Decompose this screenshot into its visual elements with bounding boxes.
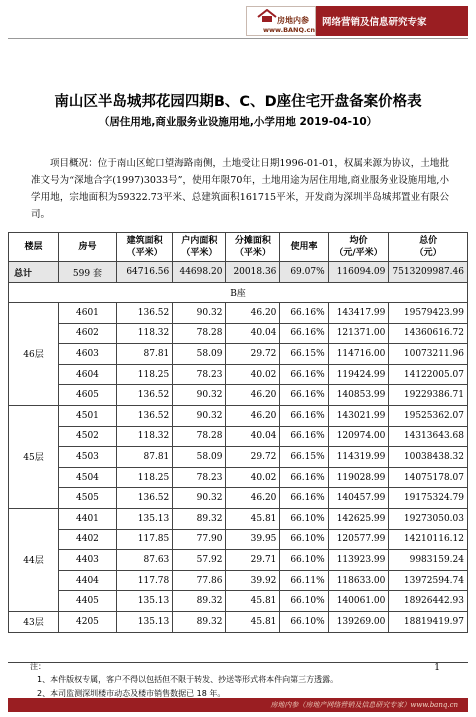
cell-build: 118.32 (116, 426, 172, 447)
cell-rate: 66.16% (280, 323, 328, 344)
cell-shared: 45.81 (226, 508, 280, 529)
cell-build: 136.52 (116, 303, 172, 324)
cell-shared: 46.20 (226, 488, 280, 509)
room-number: 4403 (59, 550, 117, 571)
cell-inner: 78.23 (173, 467, 226, 488)
cell-inner: 77.90 (173, 529, 226, 550)
table-row (9, 364, 468, 385)
room-number: 4602 (59, 323, 117, 344)
cell-rate: 66.16% (280, 467, 328, 488)
total-shared-area: 20018.36 (226, 262, 280, 283)
cell-rate: 66.10% (280, 550, 328, 571)
floor-cell: 45层 (9, 405, 59, 508)
total-build-area: 64716.56 (116, 262, 172, 283)
cell-price: 14360616.72 (389, 323, 468, 344)
column-header: 均价 （元/平米） (328, 233, 389, 262)
cell-build: 118.25 (116, 364, 172, 385)
cell-inner: 78.23 (173, 364, 226, 385)
cell-rate: 66.10% (280, 529, 328, 550)
room-number: 4502 (59, 426, 117, 447)
cell-rate: 66.11% (280, 570, 328, 591)
cell-inner: 77.86 (173, 570, 226, 591)
table-row (9, 426, 468, 447)
cell-inner: 90.32 (173, 488, 226, 509)
section-label: B座 (9, 283, 468, 303)
total-row (9, 262, 468, 283)
header-rule (8, 38, 468, 39)
cell-inner: 89.32 (173, 508, 226, 529)
table-row (9, 344, 468, 365)
cell-price: 18926442.93 (389, 591, 468, 612)
cell-avg: 143417.99 (328, 303, 389, 324)
total-rooms: 599 套 (59, 262, 117, 283)
cell-inner: 90.32 (173, 405, 226, 426)
cell-rate: 66.16% (280, 426, 328, 447)
cell-inner: 90.32 (173, 303, 226, 324)
cell-build: 117.85 (116, 529, 172, 550)
cell-rate: 66.10% (280, 591, 328, 612)
cell-avg: 140457.99 (328, 488, 389, 509)
table-row (9, 611, 468, 632)
total-label: 总计 (9, 262, 59, 283)
cell-shared: 40.02 (226, 467, 280, 488)
cell-inner: 89.32 (173, 591, 226, 612)
notes (8, 662, 468, 698)
cell-avg: 143021.99 (328, 405, 389, 426)
cell-shared: 29.71 (226, 550, 280, 571)
table-row (9, 550, 468, 571)
cell-build: 135.13 (116, 611, 172, 632)
cell-shared: 45.81 (226, 591, 280, 612)
cell-build: 136.52 (116, 385, 172, 406)
cell-build: 87.81 (116, 344, 172, 365)
logo-url: www.BANQ.cn (263, 26, 315, 34)
room-number: 4605 (59, 385, 117, 406)
cell-shared: 46.20 (226, 385, 280, 406)
cell-rate: 66.16% (280, 385, 328, 406)
table-row (9, 385, 468, 406)
cell-inner: 58.09 (173, 447, 226, 468)
column-header: 楼层 (9, 233, 59, 262)
cell-build: 135.13 (116, 508, 172, 529)
column-header: 户内面积 （平米） (173, 233, 226, 262)
cell-shared: 40.02 (226, 364, 280, 385)
room-number: 4405 (59, 591, 117, 612)
page-subtitle: （居住用地,商业服务业设施用地,小学用地 2019-04-10） (98, 116, 378, 128)
room-number: 4205 (59, 611, 117, 632)
cell-shared: 39.95 (226, 529, 280, 550)
total-avg-price: 116094.09 (328, 262, 389, 283)
cell-shared: 29.72 (226, 447, 280, 468)
table-header (9, 233, 468, 262)
room-number: 4402 (59, 529, 117, 550)
price-table (8, 232, 468, 633)
room-number: 4505 (59, 488, 117, 509)
cell-price: 19525362.07 (389, 405, 468, 426)
table-row (9, 405, 468, 426)
cell-price: 10038438.32 (389, 447, 468, 468)
brand-slogan: 网络营销及信息研究专家 (316, 6, 468, 36)
cell-avg: 119424.99 (328, 364, 389, 385)
notes-label: 注： (30, 662, 46, 671)
cell-avg: 113923.99 (328, 550, 389, 571)
cell-avg: 120974.00 (328, 426, 389, 447)
project-overview: 项目概况：位于南山区蛇口望海路南侧，土地受让日期1996-01-01，权属来源为协议，土地批准文号为“深地合字(1997)3033号”，使用年限70年，土地用途为居住用地,商业服务业设施用地,小学用地，宗地面积为59322.73平米、总建筑面积161715平米，开发商为深圳半岛城邦置业有限公司。 (31, 158, 449, 220)
cell-rate: 66.16% (280, 488, 328, 509)
table-row (9, 488, 468, 509)
column-header: 使用率 (280, 233, 328, 262)
room-number: 4603 (59, 344, 117, 365)
total-usage-rate: 69.07% (280, 262, 328, 283)
cell-build: 118.25 (116, 467, 172, 488)
cell-shared: 40.04 (226, 323, 280, 344)
cell-build: 118.32 (116, 323, 172, 344)
cell-price: 14313643.68 (389, 426, 468, 447)
cell-price: 13972594.74 (389, 570, 468, 591)
room-number: 4504 (59, 467, 117, 488)
header-banner (246, 6, 468, 36)
column-header: 分摊面积 （平米） (226, 233, 280, 262)
cell-avg: 120577.99 (328, 529, 389, 550)
cell-inner: 89.32 (173, 611, 226, 632)
cell-build: 136.52 (116, 488, 172, 509)
table-row (9, 303, 468, 324)
cell-shared: 29.72 (226, 344, 280, 365)
cell-inner: 78.28 (173, 426, 226, 447)
footer-bar: 房地内参（房地产网络营销及信息研究专家）www.banq.cn (8, 698, 468, 712)
cell-price: 18819419.97 (389, 611, 468, 632)
cell-price: 14122005.07 (389, 364, 468, 385)
floor-cell: 43层 (9, 611, 59, 632)
page-number: 1 (434, 663, 440, 673)
cell-avg: 114319.99 (328, 447, 389, 468)
room-number: 4401 (59, 508, 117, 529)
cell-rate: 66.15% (280, 344, 328, 365)
section-row (9, 283, 468, 303)
house-icon (257, 9, 277, 23)
room-number: 4501 (59, 405, 117, 426)
logo-text: 房地内参 (277, 16, 309, 25)
table-row (9, 529, 468, 550)
column-header: 房号 (59, 233, 117, 262)
cell-shared: 39.92 (226, 570, 280, 591)
floor-cell: 44层 (9, 508, 59, 611)
cell-price: 19229386.71 (389, 385, 468, 406)
cell-build: 117.78 (116, 570, 172, 591)
table-row (9, 467, 468, 488)
cell-rate: 66.10% (280, 508, 328, 529)
cell-avg: 118633.00 (328, 570, 389, 591)
page-title: 南山区半岛城邦花园四期B、C、D座住宅开盘备案价格表 (54, 94, 422, 110)
cell-avg: 121371.00 (328, 323, 389, 344)
cell-build: 87.63 (116, 550, 172, 571)
cell-avg: 140061.00 (328, 591, 389, 612)
table-row (9, 447, 468, 468)
cell-build: 87.81 (116, 447, 172, 468)
cell-inner: 90.32 (173, 385, 226, 406)
cell-avg: 114716.00 (328, 344, 389, 365)
cell-build: 135.13 (116, 591, 172, 612)
floor-cell: 46层 (9, 303, 59, 406)
column-header: 总价 （元） (389, 233, 468, 262)
cell-avg: 142625.99 (328, 508, 389, 529)
total-price: 7513209987.46 (389, 262, 468, 283)
cell-price: 10073211.96 (389, 344, 468, 365)
table-row (9, 570, 468, 591)
total-inner-area: 44698.20 (173, 262, 226, 283)
cell-inner: 78.28 (173, 323, 226, 344)
cell-price: 14075178.07 (389, 467, 468, 488)
cell-price: 9983159.24 (389, 550, 468, 571)
room-number: 4604 (59, 364, 117, 385)
logo (246, 6, 316, 36)
cell-rate: 66.16% (280, 303, 328, 324)
cell-avg: 119028.99 (328, 467, 389, 488)
cell-avg: 140853.99 (328, 385, 389, 406)
cell-shared: 46.20 (226, 405, 280, 426)
room-number: 4503 (59, 447, 117, 468)
note-item: 1、本件版权专属，客户不得以包括但不限于转发、抄送等形式将本件向第三方透露。 (37, 675, 339, 684)
cell-rate: 66.16% (280, 405, 328, 426)
room-number: 4601 (59, 303, 117, 324)
note-item: 2、本司监测深圳楼市动态及楼市销售数据已 18 年。 (37, 689, 226, 698)
cell-rate: 66.15% (280, 447, 328, 468)
cell-price: 19273050.03 (389, 508, 468, 529)
table-row (9, 508, 468, 529)
cell-avg: 139269.00 (328, 611, 389, 632)
cell-inner: 58.09 (173, 344, 226, 365)
cell-rate: 66.16% (280, 364, 328, 385)
cell-shared: 45.81 (226, 611, 280, 632)
column-header: 建筑面积 （平米） (116, 233, 172, 262)
table-row (9, 591, 468, 612)
table-row (9, 323, 468, 344)
cell-build: 136.52 (116, 405, 172, 426)
cell-price: 19175324.79 (389, 488, 468, 509)
cell-rate: 66.10% (280, 611, 328, 632)
cell-inner: 57.92 (173, 550, 226, 571)
cell-price: 19579423.99 (389, 303, 468, 324)
room-number: 4404 (59, 570, 117, 591)
cell-shared: 46.20 (226, 303, 280, 324)
cell-shared: 40.04 (226, 426, 280, 447)
cell-price: 14210116.12 (389, 529, 468, 550)
